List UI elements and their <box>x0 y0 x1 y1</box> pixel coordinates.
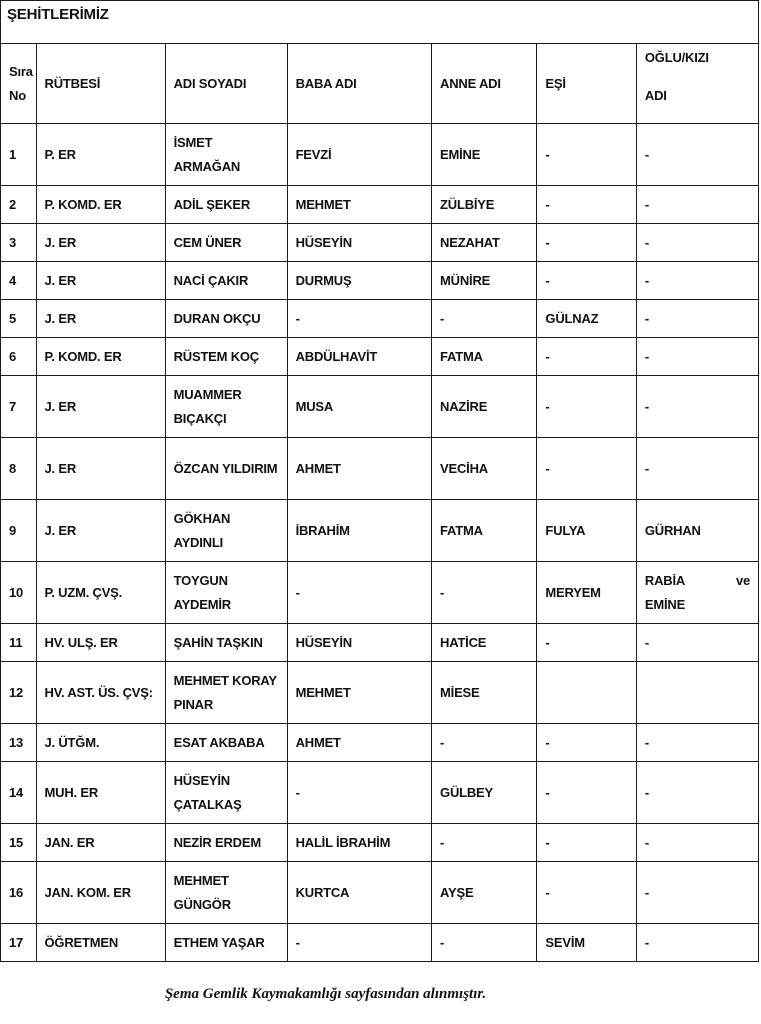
cell-no-text: 12 <box>9 684 24 700</box>
cell-no <box>1 762 37 824</box>
cell-name <box>165 624 287 662</box>
table-row <box>1 662 759 724</box>
cell-spouse <box>537 438 636 500</box>
cell-spouse-text: - <box>545 196 550 212</box>
cell-child <box>636 662 758 724</box>
header-father: BABA ADI <box>287 44 431 124</box>
cell-father <box>287 338 431 376</box>
cell-spouse-text: - <box>545 272 550 288</box>
cell-child <box>636 862 758 924</box>
cell-rank-text: P. KOMD. ER <box>44 196 122 212</box>
cell-mother <box>432 186 537 224</box>
cell-mother <box>432 224 537 262</box>
cell-name-text: DURAN OKÇU <box>173 310 261 326</box>
cell-spouse <box>537 624 636 662</box>
cell-spouse <box>537 338 636 376</box>
header-no-line: No <box>9 87 26 103</box>
cell-rank-text: J. ÜTĞM. <box>44 734 100 750</box>
cell-mother-text: MÜNİRE <box>440 272 491 288</box>
cell-father-text: - <box>295 310 300 326</box>
cell-rank <box>36 262 165 300</box>
cell-spouse-text: - <box>545 634 550 650</box>
cell-child <box>636 376 758 438</box>
table-row <box>1 762 759 824</box>
cell-no-text: 14 <box>9 784 24 800</box>
cell-rank <box>36 724 165 762</box>
header-sira-no <box>1 44 37 124</box>
cell-name <box>165 824 287 862</box>
table-row <box>1 438 759 500</box>
cell-name-text: GÖKHAN AYDINLI <box>173 510 231 550</box>
cell-child-text: - <box>644 934 650 950</box>
cell-mother-text: EMİNE <box>440 146 481 162</box>
cell-spouse <box>537 862 636 924</box>
cell-mother-text: NEZAHAT <box>440 234 500 250</box>
cell-child-text: - <box>644 884 650 900</box>
cell-father <box>287 186 431 224</box>
cell-rank-text: HV. AST. ÜS. ÇVŞ: <box>44 684 153 700</box>
cell-spouse-text: - <box>545 398 550 414</box>
cell-name <box>165 862 287 924</box>
cell-rank-text: MUH. ER <box>44 784 99 800</box>
cell-no-text: 11 <box>9 634 23 650</box>
cell-child-text: - <box>644 634 650 650</box>
cell-rank <box>36 562 165 624</box>
cell-no-text: 2 <box>9 196 17 212</box>
cell-spouse <box>537 662 636 724</box>
cell-child-text <box>645 569 750 617</box>
cell-mother-text: - <box>440 734 445 750</box>
cell-father <box>287 924 431 962</box>
cell-rank <box>36 824 165 862</box>
cell-no <box>1 376 37 438</box>
cell-rank <box>36 662 165 724</box>
cell-father-text: - <box>295 584 300 600</box>
cell-spouse <box>537 300 636 338</box>
cell-spouse-text: - <box>545 348 550 364</box>
cell-no-text: 7 <box>9 398 17 414</box>
cell-name <box>165 662 287 724</box>
cell-spouse-text: SEVİM <box>545 934 585 950</box>
cell-father <box>287 562 431 624</box>
cell-father-text: MEHMET <box>295 196 351 212</box>
cell-spouse <box>537 724 636 762</box>
cell-child-first-line: RABİA ve <box>644 572 750 588</box>
cell-rank-text: J. ER <box>44 234 77 250</box>
header-mother: ANNE ADI <box>432 44 537 124</box>
cell-name <box>165 438 287 500</box>
cell-child <box>636 762 758 824</box>
header-rank: RÜTBESİ <box>36 44 165 124</box>
cell-name-text: MUAMMER BIÇAKÇI <box>173 386 242 426</box>
cell-father <box>287 624 431 662</box>
cell-child <box>636 438 758 500</box>
cell-mother <box>432 824 537 862</box>
cell-name-text: MEHMET KORAY PINAR <box>173 672 277 712</box>
cell-rank-text: JAN. ER <box>44 834 95 850</box>
cell-mother-text: AYŞE <box>440 884 474 900</box>
cell-rank-text: J. ER <box>44 522 77 538</box>
cell-child-text: - <box>644 348 650 364</box>
table-row <box>1 562 759 624</box>
cell-mother-text: FATMA <box>440 348 483 364</box>
table-row <box>1 124 759 186</box>
cell-father <box>287 662 431 724</box>
cell-father-text: - <box>295 784 300 800</box>
cell-no <box>1 438 37 500</box>
cell-name <box>165 186 287 224</box>
cell-rank <box>36 376 165 438</box>
cell-rank <box>36 224 165 262</box>
cell-no <box>1 862 37 924</box>
cell-spouse <box>537 762 636 824</box>
cell-name-text: İSMET ARMAĞAN <box>173 134 241 174</box>
cell-rank-text: J. ER <box>44 310 77 326</box>
source-note: Şema Gemlik Kaymakamlığı sayfasından alınmıştır. <box>164 986 487 1002</box>
cell-mother <box>432 762 537 824</box>
cell-mother <box>432 300 537 338</box>
cell-mother-text: GÜLBEY <box>440 784 494 800</box>
cell-child-text: - <box>644 398 650 414</box>
cell-rank-text: P. ER <box>44 146 76 162</box>
cell-rank <box>36 862 165 924</box>
cell-name-text: ÖZCAN YILDIRIM <box>173 460 278 476</box>
cell-mother <box>432 924 537 962</box>
cell-spouse-text: - <box>545 884 550 900</box>
cell-child-text: - <box>644 196 650 212</box>
cell-spouse-text: - <box>545 460 550 476</box>
cell-spouse-text: FULYA <box>545 522 586 538</box>
cell-father <box>287 438 431 500</box>
cell-child-text: - <box>644 734 650 750</box>
cell-name-text: ESAT AKBABA <box>173 734 265 750</box>
table-header-row <box>1 44 759 124</box>
cell-spouse-text: - <box>545 834 550 850</box>
cell-child-second-line: EMİNE <box>644 596 686 612</box>
cell-rank-text: HV. ULŞ. ER <box>44 634 118 650</box>
table-row <box>1 924 759 962</box>
cell-child <box>636 824 758 862</box>
cell-mother <box>432 662 537 724</box>
cell-spouse-text: - <box>545 734 550 750</box>
cell-child <box>636 300 758 338</box>
cell-child <box>636 262 758 300</box>
cell-father-text: KURTCA <box>295 884 350 900</box>
cell-no-text: 16 <box>9 884 24 900</box>
cell-spouse-text: - <box>545 146 550 162</box>
cell-name-text: ETHEM YAŞAR <box>173 934 265 950</box>
cell-name-text: ŞAHİN TAŞKIN <box>173 634 263 650</box>
cell-no <box>1 124 37 186</box>
cell-mother-text: - <box>440 310 445 326</box>
cell-rank-text: P. UZM. ÇVŞ. <box>44 584 123 600</box>
cell-mother-text: NAZİRE <box>440 398 488 414</box>
cell-no <box>1 824 37 862</box>
cell-spouse <box>537 562 636 624</box>
cell-father-text: - <box>295 934 300 950</box>
cell-rank-text: J. ER <box>44 272 77 288</box>
cell-spouse-text: - <box>545 784 550 800</box>
cell-no <box>1 724 37 762</box>
cell-father-text: MEHMET <box>295 684 351 700</box>
header-sira-line: Sıra <box>9 63 33 79</box>
cell-spouse <box>537 186 636 224</box>
cell-father-text: İBRAHİM <box>295 522 350 538</box>
cell-no <box>1 338 37 376</box>
header-spouse: EŞİ <box>537 44 636 124</box>
cell-rank <box>36 124 165 186</box>
header-name: ADI SOYADI <box>165 44 287 124</box>
cell-spouse <box>537 224 636 262</box>
cell-name <box>165 724 287 762</box>
cell-no-text: 8 <box>9 460 17 476</box>
cell-child <box>636 500 758 562</box>
header-child <box>636 44 758 124</box>
cell-spouse <box>537 924 636 962</box>
cell-father <box>287 300 431 338</box>
cell-no <box>1 500 37 562</box>
cell-child-text: - <box>644 834 650 850</box>
cell-father-text: MUSA <box>295 398 334 414</box>
cell-child-text: GÜRHAN <box>644 522 701 538</box>
cell-child-text: - <box>644 784 650 800</box>
cell-rank <box>36 300 165 338</box>
cell-father <box>287 762 431 824</box>
cell-rank-text: ÖĞRETMEN <box>44 934 119 950</box>
cell-father-text: HÜSEYİN <box>295 634 352 650</box>
table-row <box>1 376 759 438</box>
cell-spouse <box>537 376 636 438</box>
cell-no-text: 5 <box>9 310 17 326</box>
cell-rank <box>36 624 165 662</box>
cell-child-text: - <box>644 234 650 250</box>
cell-name-text: ADİL ŞEKER <box>173 196 251 212</box>
cell-father-text: HÜSEYİN <box>295 234 352 250</box>
cell-no <box>1 300 37 338</box>
cell-child-text: - <box>644 272 650 288</box>
cell-name-text: CEM ÜNER <box>173 234 242 250</box>
cell-spouse <box>537 824 636 862</box>
cell-father-text: ABDÜLHAVİT <box>295 348 378 364</box>
cell-father <box>287 500 431 562</box>
cell-mother-text: HATİCE <box>440 634 487 650</box>
cell-father <box>287 724 431 762</box>
cell-mother <box>432 338 537 376</box>
cell-child <box>636 224 758 262</box>
cell-rank-text: J. ER <box>44 460 77 476</box>
cell-no-text: 15 <box>9 834 24 850</box>
cell-child-text: - <box>644 460 650 476</box>
cell-child <box>636 124 758 186</box>
cell-name <box>165 562 287 624</box>
cell-father <box>287 124 431 186</box>
cell-father-text: AHMET <box>295 460 341 476</box>
table-row <box>1 824 759 862</box>
cell-spouse-text: - <box>545 234 550 250</box>
cell-no-text: 6 <box>9 348 17 364</box>
cell-father-text: DURMUŞ <box>295 272 352 288</box>
cell-spouse <box>537 124 636 186</box>
cell-child <box>636 924 758 962</box>
cell-rank <box>36 438 165 500</box>
cell-father <box>287 376 431 438</box>
cell-name <box>165 762 287 824</box>
cell-spouse-text: GÜLNAZ <box>545 310 599 326</box>
cell-mother-text: FATMA <box>440 522 483 538</box>
cell-rank-text: J. ER <box>44 398 77 414</box>
cell-mother-text: VECİHA <box>440 460 488 476</box>
cell-mother-text: - <box>440 584 445 600</box>
cell-no-text: 17 <box>9 934 24 950</box>
cell-father <box>287 224 431 262</box>
cell-mother <box>432 862 537 924</box>
table-row <box>1 862 759 924</box>
cell-child <box>636 338 758 376</box>
cell-no-text: 3 <box>9 234 17 250</box>
cell-name <box>165 262 287 300</box>
cell-mother <box>432 124 537 186</box>
cell-child-text: - <box>644 146 650 162</box>
cell-mother <box>432 376 537 438</box>
table-row <box>1 500 759 562</box>
table-row <box>1 186 759 224</box>
header-child-line1: OĞLU/KIZI <box>644 50 709 65</box>
cell-name-text: RÜSTEM KOÇ <box>173 348 259 364</box>
cell-rank-text: P. KOMD. ER <box>44 348 122 364</box>
cell-mother <box>432 724 537 762</box>
cell-mother <box>432 624 537 662</box>
cell-father <box>287 824 431 862</box>
cell-no <box>1 186 37 224</box>
cell-no-text: 9 <box>9 522 17 538</box>
cell-child <box>636 562 758 624</box>
cell-name-text: MEHMET GÜNGÖR <box>173 872 231 912</box>
cell-no-text: 1 <box>9 146 17 162</box>
table-row <box>1 338 759 376</box>
cell-no <box>1 562 37 624</box>
cell-child <box>636 624 758 662</box>
cell-no-text: 10 <box>9 584 24 600</box>
cell-rank <box>36 762 165 824</box>
table-title-row <box>1 1 759 44</box>
cell-rank-text: JAN. KOM. ER <box>44 884 131 900</box>
cell-mother <box>432 438 537 500</box>
cell-rank <box>36 500 165 562</box>
cell-no <box>1 924 37 962</box>
cell-no <box>1 262 37 300</box>
cell-mother-text: ZÜLBİYE <box>440 196 495 212</box>
table-row <box>1 224 759 262</box>
cell-rank <box>36 338 165 376</box>
cell-father-text: AHMET <box>295 734 341 750</box>
cell-father-text: FEVZİ <box>295 146 332 162</box>
table-body <box>1 124 759 962</box>
cell-no <box>1 662 37 724</box>
cell-mother-text: - <box>440 934 445 950</box>
cell-name-text: NACİ ÇAKIR <box>173 272 249 288</box>
cell-mother-text: - <box>440 834 445 850</box>
cell-spouse <box>537 262 636 300</box>
cell-mother-text: MİESE <box>440 684 480 700</box>
cell-name <box>165 300 287 338</box>
table-row <box>1 724 759 762</box>
cell-name <box>165 338 287 376</box>
cell-mother <box>432 562 537 624</box>
cell-no-text: 13 <box>9 734 24 750</box>
cell-name-text: TOYGUN AYDEMİR <box>173 572 231 612</box>
cell-rank <box>36 924 165 962</box>
cell-father-text: HALİL İBRAHİM <box>295 834 391 850</box>
cell-no <box>1 624 37 662</box>
cell-name <box>165 124 287 186</box>
cell-name <box>165 924 287 962</box>
cell-spouse-text: MERYEM <box>545 584 601 600</box>
cell-spouse <box>537 500 636 562</box>
cell-name <box>165 224 287 262</box>
cell-name <box>165 376 287 438</box>
table-title: ŞEHİTLERİMİZ <box>1 1 759 44</box>
cell-no-text: 4 <box>9 272 17 288</box>
table-row <box>1 262 759 300</box>
cell-child <box>636 186 758 224</box>
cell-mother <box>432 262 537 300</box>
cell-child <box>636 724 758 762</box>
cell-no <box>1 224 37 262</box>
cell-child-text: - <box>644 310 650 326</box>
cell-rank <box>36 186 165 224</box>
cell-name-text: HÜSEYİN ÇATALKAŞ <box>173 772 242 812</box>
table-row <box>1 624 759 662</box>
cell-name <box>165 500 287 562</box>
cell-mother <box>432 500 537 562</box>
cell-father <box>287 262 431 300</box>
cell-name-text: NEZİR ERDEM <box>173 834 261 850</box>
cell-father <box>287 862 431 924</box>
header-child-line2: ADI <box>644 88 667 103</box>
table-row <box>1 300 759 338</box>
